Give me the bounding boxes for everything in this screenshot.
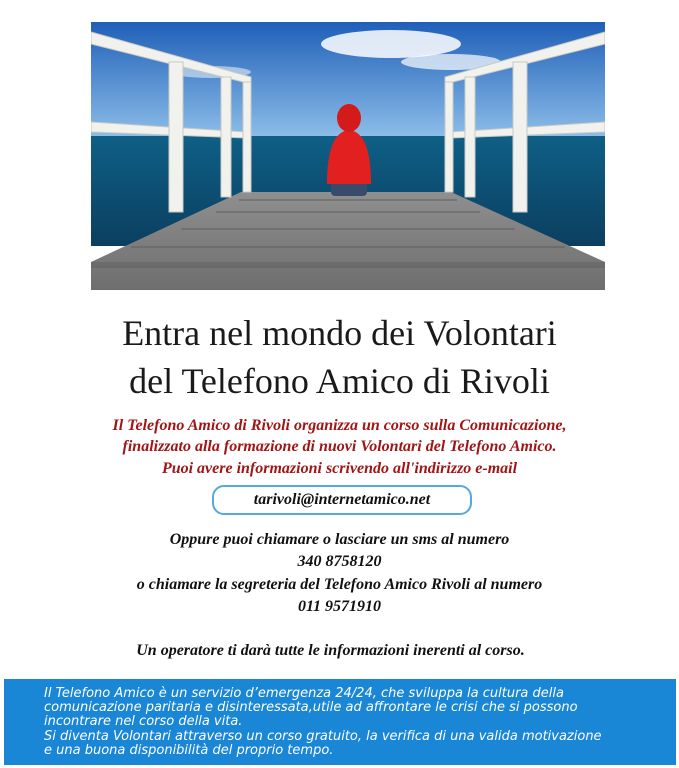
intro-line-1: Il Telefono Amico di Rivoli organizza un corso sulla Comunicazione, [112,417,567,434]
contact-line-2: o chiamare la segreteria del Telefono Amico Rivoli al numero [136,576,543,593]
footer-line-2: comunicazione paritaria e disinteressata,utile ad affrontare le crisi che si possono [44,700,578,715]
footer-line-4: Si diventa Volontari attraverso un corso gratuito, la verifica di una valida motivazione [44,729,602,744]
intro-line-3: Puoi avere informazioni scrivendo all'indirizzo e-mail [161,460,518,477]
operator-note: Un operatore ti darà tutte le informazioni inerenti al corso. [136,642,525,659]
pier-illustration [91,22,605,290]
footer-line-5: e una buona disponibilità del proprio tempo. [44,743,334,758]
email-address-link[interactable]: tarivoli@internetamico.net [212,485,472,515]
headline-line-2: del Telefono Amico di Rivoli [129,361,550,401]
footer-info-box [4,679,676,765]
footer-line-3: incontrare nel corso della vita. [44,714,243,729]
contact-line-1: Oppure puoi chiamare o lasciare un sms al numero [169,531,510,548]
mobile-phone-number[interactable]: 340 8758120 [297,553,382,570]
hero-photo-pier [91,22,605,290]
headline-line-1: Entra nel mondo dei Volontari [122,313,557,353]
office-phone-number[interactable]: 011 9571910 [297,598,382,615]
intro-line-2: finalizzato alla formazione di nuovi Volontari del Telefono Amico. [122,438,557,455]
footer-line-1: Il Telefono Amico è un servizio d’emergenza 24/24, che sviluppa la cultura della [44,686,564,701]
